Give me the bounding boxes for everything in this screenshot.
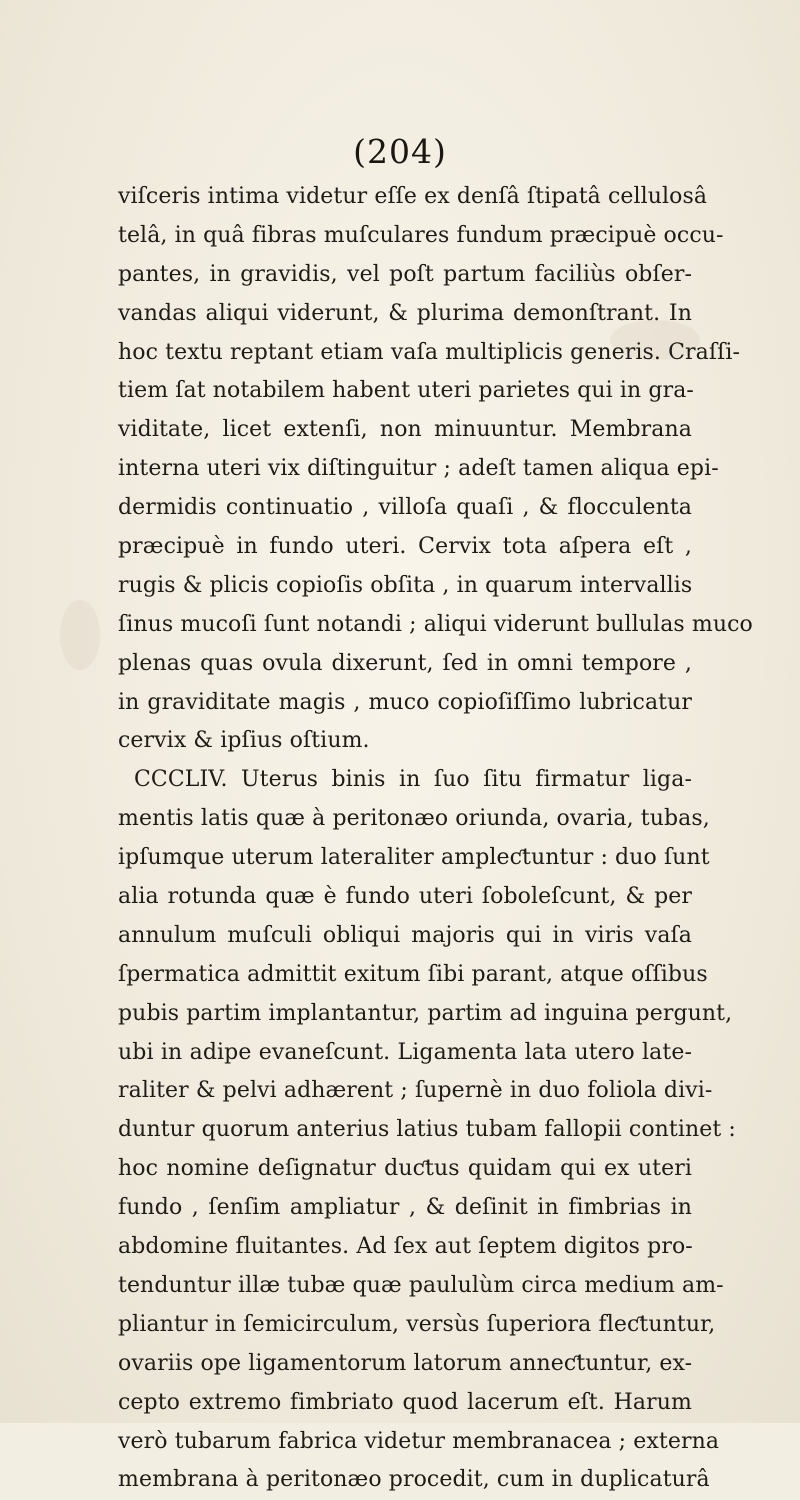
- text-line: duntur quorum anterius latius tubam fallopii continet :: [118, 1117, 736, 1143]
- text-line: membrana à peritonæo procedit, cum in duplicaturâ: [118, 1467, 710, 1493]
- text-line: ipſumque uterum lateraliter ampleƈtuntur : duo ſunt: [118, 845, 710, 871]
- text-line: præcipuè in fundo uteri. Cervix tota aſpera eſt ,: [118, 534, 692, 560]
- text-line: viſceris intima videtur eſſe ex denſâ ſtipatâ cellulosâ: [118, 184, 708, 209]
- text-line: viditate, licet extenſi, non minuuntur. Membrana: [118, 417, 692, 443]
- text-line: plenas quas ovula dixerunt, ſed in omni tempore ,: [118, 650, 692, 676]
- text-line: fundo , ſenſim ampliatur , & deſinit in fimbrias in: [118, 1195, 692, 1221]
- text-line: dermidis continuatio , villoſa quaſi , & flocculenta: [118, 495, 692, 521]
- text-line: pliantur in ſemicirculum, versùs ſuperiora fleƈtuntur,: [118, 1311, 716, 1337]
- text-line: ſinus mucoſi ſunt notandi ; aliqui viderunt bullulas muco: [118, 611, 753, 637]
- text-line: pantes, in gravidis, vel poſt partum faciliùs obſer-: [118, 261, 692, 287]
- text-line: telâ, in quâ fibras muſculares fundum præcipuè occu-: [118, 222, 724, 248]
- text-line: tiem ſat notabilem habent uteri parietes qui in gra-: [118, 378, 694, 404]
- text-line: raliter & pelvi adhærent ; ſupernè in duo foliola divi-: [118, 1078, 713, 1104]
- text-line: ſpermatica admittit exitum ſibi parant, atque oſſibus: [118, 961, 708, 987]
- text-line: ubi in adipe evaneſcunt. Ligamenta lata utero late-: [118, 1039, 692, 1065]
- page-number: (204): [353, 132, 447, 171]
- paper-stain: [60, 600, 100, 670]
- text-line: vandas aliqui viderunt, & plurima demonſtrant. In: [118, 300, 692, 326]
- text-line: hoc textu reptant etiam vaſa multiplicis generis. Craſſi-: [118, 339, 741, 365]
- text-line: in graviditate magis , muco copioſiſſimo lubricatur: [118, 689, 692, 715]
- text-line: cepto extremo fimbriato quod lacerum eſt. Harum: [118, 1389, 692, 1415]
- text-line: hoc nomine deſignatur duƈtus quidam qui ex uteri: [118, 1156, 692, 1182]
- text-line: verò tubarum fabrica videtur membranacea ; externa: [118, 1428, 720, 1454]
- section-start-line: CCCLIV. Uterus binis in ſuo ſitu firmatur liga-: [134, 767, 692, 793]
- text-line: rugis & plicis copioſis obſita , in quarum intervallis: [118, 572, 693, 598]
- text-line: tenduntur illæ tubæ quæ paululùm circa medium am-: [118, 1272, 724, 1298]
- paragraph-end-line: cervix & ipſius oſtium.: [118, 728, 370, 754]
- body-text: [118, 178, 753, 1500]
- text-line: annulum muſculi obliqui majoris qui in viris vaſa: [118, 922, 692, 948]
- text-line: interna uteri vix diſtinguitur ; adeſt tamen aliqua epi-: [118, 456, 719, 482]
- text-line: mentis latis quæ à peritonæo oriunda, ovaria, tubas,: [118, 806, 710, 832]
- text-line: alia rotunda quæ è fundo uteri ſoboleſcunt, & per: [118, 884, 692, 910]
- text-line: ovariis ope ligamentorum latorum anneƈtuntur, ex-: [118, 1350, 693, 1376]
- text-line: pubis partim implantantur, partim ad inguina pergunt,: [118, 1000, 733, 1026]
- text-line: abdomine fluitantes. Ad ſex aut ſeptem digitos pro-: [118, 1234, 693, 1260]
